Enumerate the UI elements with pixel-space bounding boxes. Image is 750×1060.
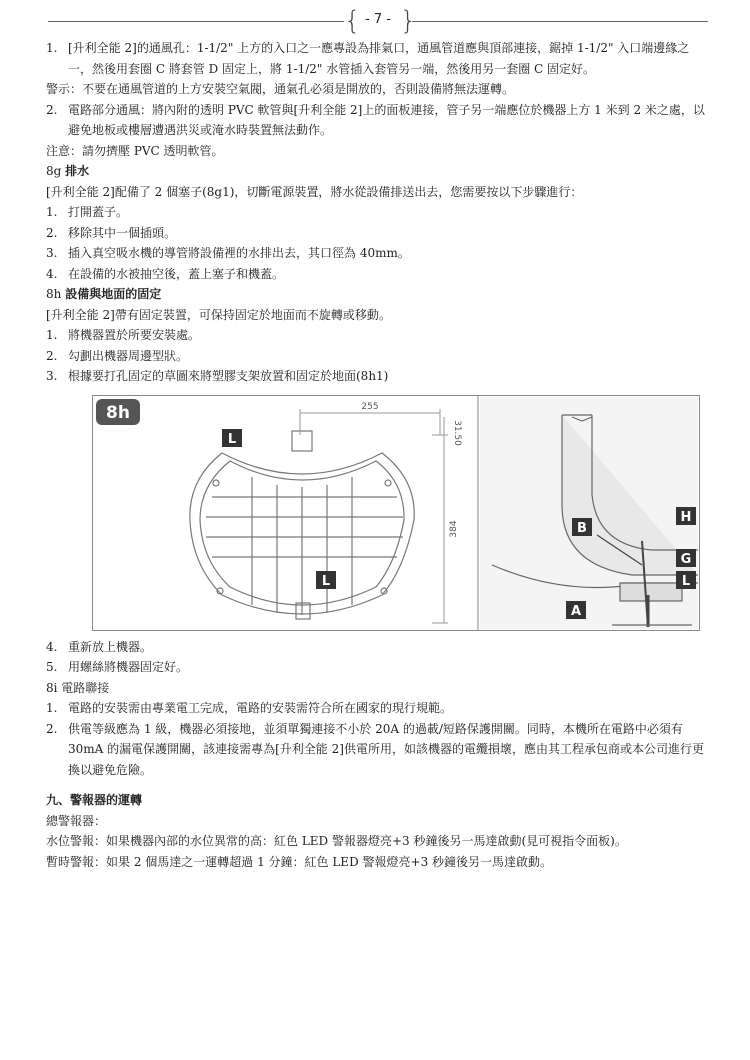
label-G bbox=[676, 549, 696, 567]
label-L-top bbox=[222, 429, 242, 447]
svg-text:L: L bbox=[681, 573, 691, 589]
list-item: 1. 將機器置於所要安裝處。 bbox=[46, 328, 201, 342]
section-heading-8g: 8g 排水 bbox=[46, 164, 90, 178]
page-number: - 7 - bbox=[365, 12, 391, 27]
dimension-width: 255 bbox=[361, 401, 379, 412]
section-heading-8h: 8h 設備與地面的固定 bbox=[46, 287, 162, 301]
list-item: 2. 移除其中一個插頭。 bbox=[46, 225, 177, 240]
dimension-height: 384 bbox=[449, 519, 459, 538]
svg-text:A: A bbox=[570, 603, 582, 619]
svg-text:8h: 8h bbox=[106, 402, 130, 423]
label-B bbox=[572, 518, 592, 536]
list-item: 3. 根據要打孔固定的草圖來將塑膠支架放置和固定於地面(8h1) bbox=[46, 369, 389, 383]
page-header bbox=[48, 8, 708, 36]
label-A bbox=[566, 601, 586, 619]
section-intro: [升利全能 2]帶有固定裝置，可保持固定於地面而不旋轉或移動。 bbox=[46, 307, 391, 322]
list-item: 2. 勾劃出機器周邊型狀。 bbox=[46, 348, 189, 363]
svg-text:L: L bbox=[227, 431, 237, 447]
general-alarm-label: 總警報器： bbox=[46, 813, 107, 828]
warning-text: 警示：不要在通風管道的上方安裝空氣閥，通氣孔必須是開放的，否則設備將無法運轉。 bbox=[46, 82, 515, 96]
label-L-bottom bbox=[316, 571, 336, 589]
list-item: 1. 打開蓋子。 bbox=[46, 205, 129, 219]
pipe-drawing bbox=[480, 397, 698, 629]
list-item: 2. 電路部分通風：將內附的透明 PVC 軟管與[升利全能 2]上的面板連接，管子另一端應位於機器上方 1 米到 2 米之處，以避免地板或樓層遭遇洪災或淹水時裝置無法動作。 bbox=[46, 102, 705, 137]
section-intro: [升利全能 2]配備了 2 個塞子(8g1)，切斷電源裝置，將水從設備排送出去，您需要按以下步驟進行： bbox=[46, 184, 583, 199]
section-heading-9: 九、警報器的運轉 bbox=[46, 793, 143, 807]
figure-tag bbox=[96, 399, 140, 425]
svg-text:L: L bbox=[321, 573, 331, 589]
list-item: 2. 供電等級應為 1 級，機器必須接地，並須單獨連接不小於 20A 的過載/短路保護開關。同時，本機所在電路中必須有 30mA 的漏電保護開關，該連接需專為[升利全能 2]供電所用，如該機器的電纜損壞，應由其工程承包商或本公司進行更換以避免危險。 bbox=[46, 721, 704, 777]
water-level-alarm: 水位警報：如果機器內部的水位異常的高：紅色 LED 警報器燈亮+3 秒鐘後另一馬達啟動(見可視指令面板)。 bbox=[46, 834, 627, 848]
note-text: 注意：請勿擠壓 PVC 透明軟管。 bbox=[46, 143, 224, 158]
temporary-alarm: 暫時警報：如果 2 個馬達之一運轉超過 1 分鐘：紅色 LED 警報燈亮+3 秒鐘後另一馬達啟動。 bbox=[46, 854, 553, 869]
svg-text:H: H bbox=[680, 509, 692, 525]
page-content bbox=[46, 38, 710, 872]
header-rule-left bbox=[48, 21, 344, 22]
list-item: 5. 用螺絲將機器固定好。 bbox=[46, 660, 189, 674]
list-item: 1. [升利全能 2]的通風孔：1-1/2" 上方的入口之一應專設為排氣口，通風管道應與頂部連接，鋸掉 1-1/2" 入口端邊緣之一，然後用套圈 C 將套管 D 固定上，將 1-1/2" 水管插入套管另一端，然後用另一套圈 C 固定好。 bbox=[46, 41, 690, 76]
header-rule-right bbox=[412, 21, 708, 22]
svg-text:G: G bbox=[680, 551, 692, 567]
list-item: 4. 重新放上機器。 bbox=[46, 639, 153, 654]
header-brace-left: { bbox=[344, 6, 361, 36]
section-heading-8i: 8i 電路聯接 bbox=[46, 680, 110, 695]
list-item: 3. 插入真空吸水機的導管將設備裡的水排出去，其口徑為 40mm。 bbox=[46, 246, 410, 260]
list-item: 4. 在設備的水被抽空後，蓋上塞子和機蓋。 bbox=[46, 266, 285, 281]
header-brace-right: } bbox=[400, 6, 417, 36]
figure-8h bbox=[92, 395, 700, 631]
svg-text:B: B bbox=[577, 520, 587, 536]
label-L-right bbox=[676, 571, 696, 589]
list-item: 1. 電路的安裝需由專業電工完成，電路的安裝需符合所在國家的現行規範。 bbox=[46, 701, 453, 715]
dimension-small: 31.50 bbox=[452, 419, 462, 446]
label-H bbox=[676, 507, 696, 525]
